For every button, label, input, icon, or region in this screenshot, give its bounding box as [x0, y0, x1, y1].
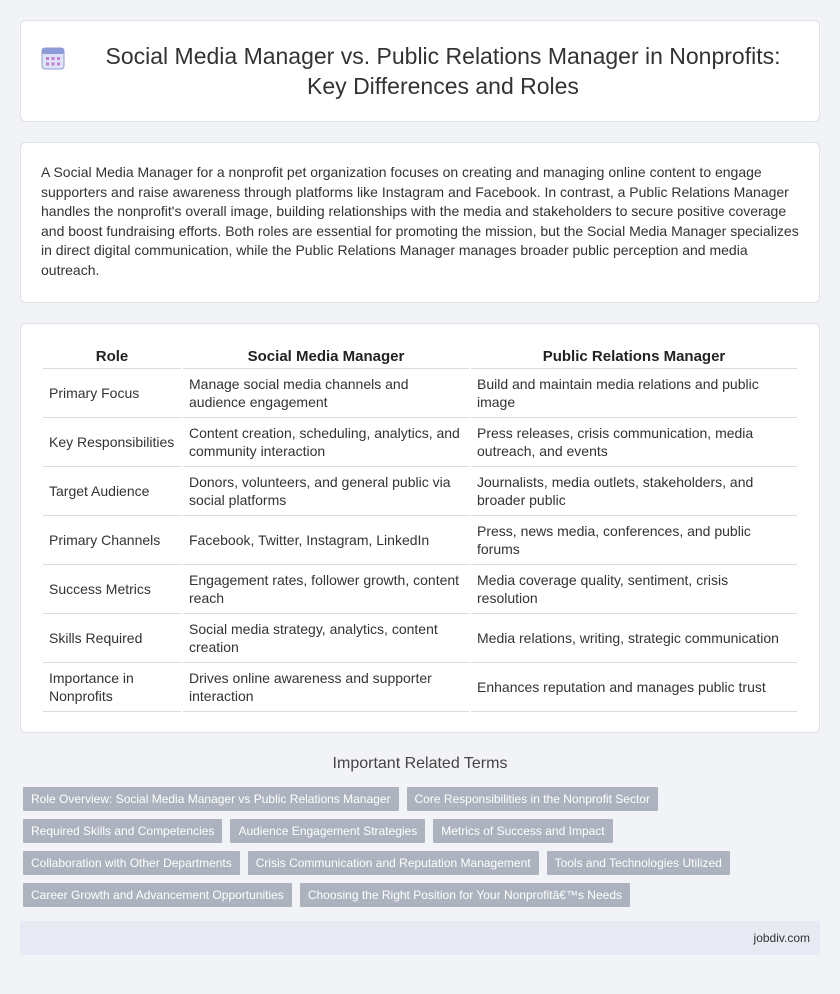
smm-cell: Manage social media channels and audience engagement [183, 369, 469, 418]
prm-cell: Enhances reputation and manages public trust [471, 663, 797, 712]
footer-site-link[interactable]: jobdiv.com [753, 931, 810, 945]
related-term-tag[interactable]: Collaboration with Other Departments [23, 851, 240, 875]
header-public-relations-manager: Public Relations Manager [471, 344, 797, 369]
related-term-tag[interactable]: Crisis Communication and Reputation Management [248, 851, 539, 875]
prm-cell: Build and maintain media relations and public image [471, 369, 797, 418]
smm-cell: Engagement rates, follower growth, content reach [183, 565, 469, 614]
role-cell: Success Metrics [43, 565, 181, 614]
role-cell: Key Responsibilities [43, 418, 181, 467]
intro-paragraph: A Social Media Manager for a nonprofit pet organization focuses on creating and managing online content to engage supporters and raise awareness through platforms like Instagram and Facebook. In contrast, a Public Relations Manager handles the nonprofit's overall image, building relationships with the media and stakeholders to secure positive coverage and boost fundraising efforts. Both roles are essential for promoting the mission, but the Social Media Manager specializes in direct digital communication, while the Public Relations Manager manages broader public perception and media outreach. [41, 164, 799, 278]
role-cell: Primary Channels [43, 516, 181, 565]
smm-cell: Content creation, scheduling, analytics, and community interaction [183, 418, 469, 467]
prm-cell: Media relations, writing, strategic communication [471, 614, 797, 663]
related-term-tag[interactable]: Required Skills and Competencies [23, 819, 222, 843]
related-term-tag[interactable]: Role Overview: Social Media Manager vs Public Relations Manager [23, 787, 399, 811]
comparison-card [20, 323, 820, 733]
related-terms-list [0, 787, 840, 907]
page-title: Social Media Manager vs. Public Relations Manager in Nonprofits: Key Differences and Roles [105, 43, 781, 99]
related-term-tag[interactable]: Metrics of Success and Impact [433, 819, 612, 843]
calendar-icon [40, 45, 66, 71]
table-row [43, 663, 797, 712]
table-row [43, 467, 797, 516]
related-term-tag[interactable]: Career Growth and Advancement Opportunities [23, 883, 292, 907]
header-social-media-manager: Social Media Manager [183, 344, 469, 369]
smm-cell: Drives online awareness and supporter interaction [183, 663, 469, 712]
role-cell: Skills Required [43, 614, 181, 663]
comparison-table [41, 344, 799, 712]
related-terms-heading: Important Related Terms [332, 755, 508, 772]
prm-cell: Press releases, crisis communication, media outreach, and events [471, 418, 797, 467]
role-cell: Target Audience [43, 467, 181, 516]
table-row [43, 565, 797, 614]
footer [20, 921, 820, 955]
smm-cell: Social media strategy, analytics, content creation [183, 614, 469, 663]
related-term-tag[interactable]: Tools and Technologies Utilized [547, 851, 730, 875]
role-cell: Importance in Nonprofits [43, 663, 181, 712]
prm-cell: Press, news media, conferences, and public forums [471, 516, 797, 565]
smm-cell: Facebook, Twitter, Instagram, LinkedIn [183, 516, 469, 565]
smm-cell: Donors, volunteers, and general public via social platforms [183, 467, 469, 516]
table-header-row [43, 344, 797, 369]
header-role: Role [43, 344, 181, 369]
title-card [20, 20, 820, 122]
prm-cell: Journalists, media outlets, stakeholders, and broader public [471, 467, 797, 516]
table-row [43, 418, 797, 467]
related-term-tag[interactable]: Audience Engagement Strategies [230, 819, 425, 843]
related-term-tag[interactable]: Core Responsibilities in the Nonprofit Sector [407, 787, 658, 811]
intro-card [20, 142, 820, 303]
table-row [43, 516, 797, 565]
related-term-tag[interactable]: Choosing the Right Position for Your Nonprofitâ€™s Needs [300, 883, 630, 907]
prm-cell: Media coverage quality, sentiment, crisis resolution [471, 565, 797, 614]
table-row [43, 614, 797, 663]
table-row [43, 369, 797, 418]
role-cell: Primary Focus [43, 369, 181, 418]
